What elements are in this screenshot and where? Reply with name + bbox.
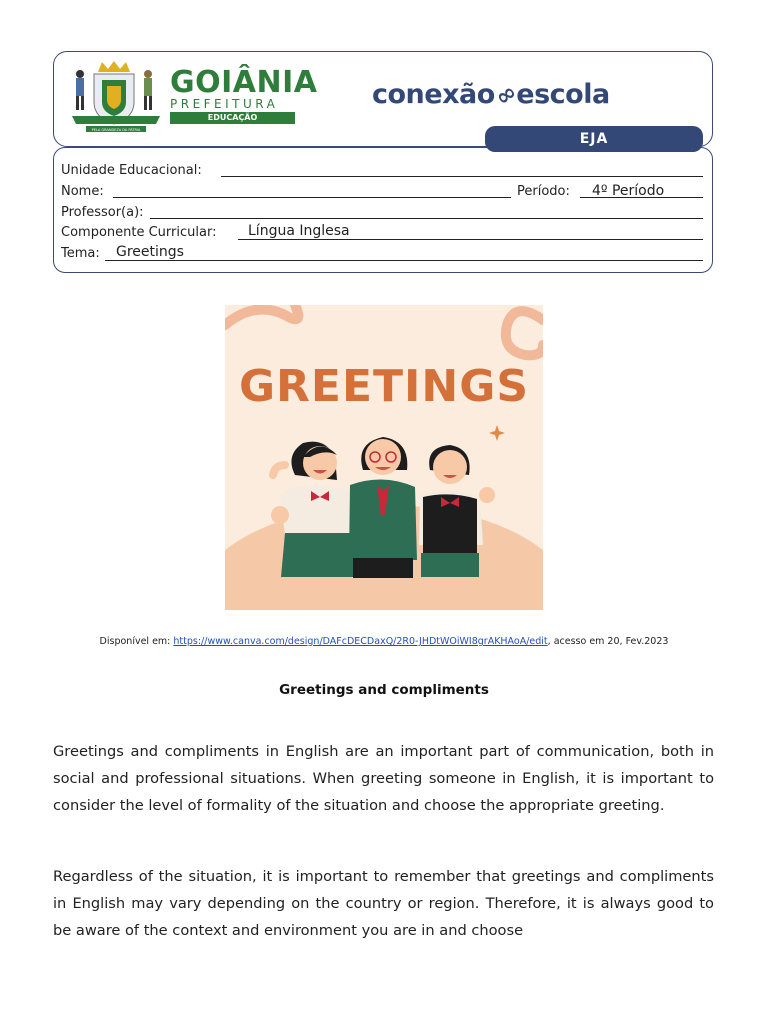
paragraph-2: Regardless of the situation, it is important to remember that greetings and compliments in English may vary depending on the country or region. Therefore, it is always good to be aware of the context and environment you are in and choose bbox=[53, 868, 714, 939]
periodo-value: 4º Período bbox=[592, 183, 665, 199]
unidade-label: Unidade Educacional: bbox=[61, 163, 202, 178]
periodo-label: Período: bbox=[517, 184, 570, 199]
componente-line[interactable] bbox=[238, 239, 703, 240]
educacao-label: EDUCAÇÃO bbox=[170, 112, 295, 124]
professor-label: Professor(a): bbox=[61, 205, 144, 220]
seal-motto: PELA GRANDEZA DA PÁTRIA bbox=[91, 128, 141, 132]
goiania-seal-logo bbox=[68, 60, 164, 134]
professor-line[interactable] bbox=[150, 218, 703, 219]
image-source bbox=[0, 636, 768, 647]
tema-label: Tema: bbox=[61, 246, 100, 261]
source-link[interactable]: https://www.canva.com/design/DAFcDECDaxQ/2R0-JHDtWOiWI8grAKHAoA/edit bbox=[173, 636, 548, 647]
logo-word-escola: escola bbox=[516, 79, 610, 110]
eja-tab: EJA bbox=[485, 126, 703, 152]
conexao-escola-logo bbox=[372, 77, 610, 113]
paragraph-1: Greetings and compliments in English are an important part of communication, both in social and professional situations. When greeting someone in English, it is important to consider the level of formality of the situation and choose the appropriate greeting. bbox=[53, 743, 714, 814]
city-name: GOIÂNIA bbox=[170, 65, 318, 100]
unidade-line[interactable] bbox=[221, 176, 703, 177]
prefeitura-label: PREFEITURA bbox=[170, 97, 279, 111]
source-prefix: Disponível em: bbox=[99, 636, 174, 647]
componente-value: Língua Inglesa bbox=[248, 223, 350, 239]
chain-link-icon: ∞ bbox=[489, 77, 522, 113]
source-suffix: , acesso em 20, Fev.2023 bbox=[547, 636, 669, 647]
tema-line[interactable] bbox=[105, 260, 703, 261]
componente-label: Componente Curricular: bbox=[61, 225, 217, 240]
tema-value: Greetings bbox=[116, 244, 184, 260]
illustration-title: GREETINGS bbox=[238, 361, 530, 412]
greetings-illustration bbox=[225, 305, 543, 610]
nome-line[interactable] bbox=[113, 197, 511, 198]
nome-label: Nome: bbox=[61, 184, 104, 199]
logo-word-conexao: conexão bbox=[372, 79, 495, 110]
section-title: Greetings and compliments bbox=[279, 682, 489, 698]
